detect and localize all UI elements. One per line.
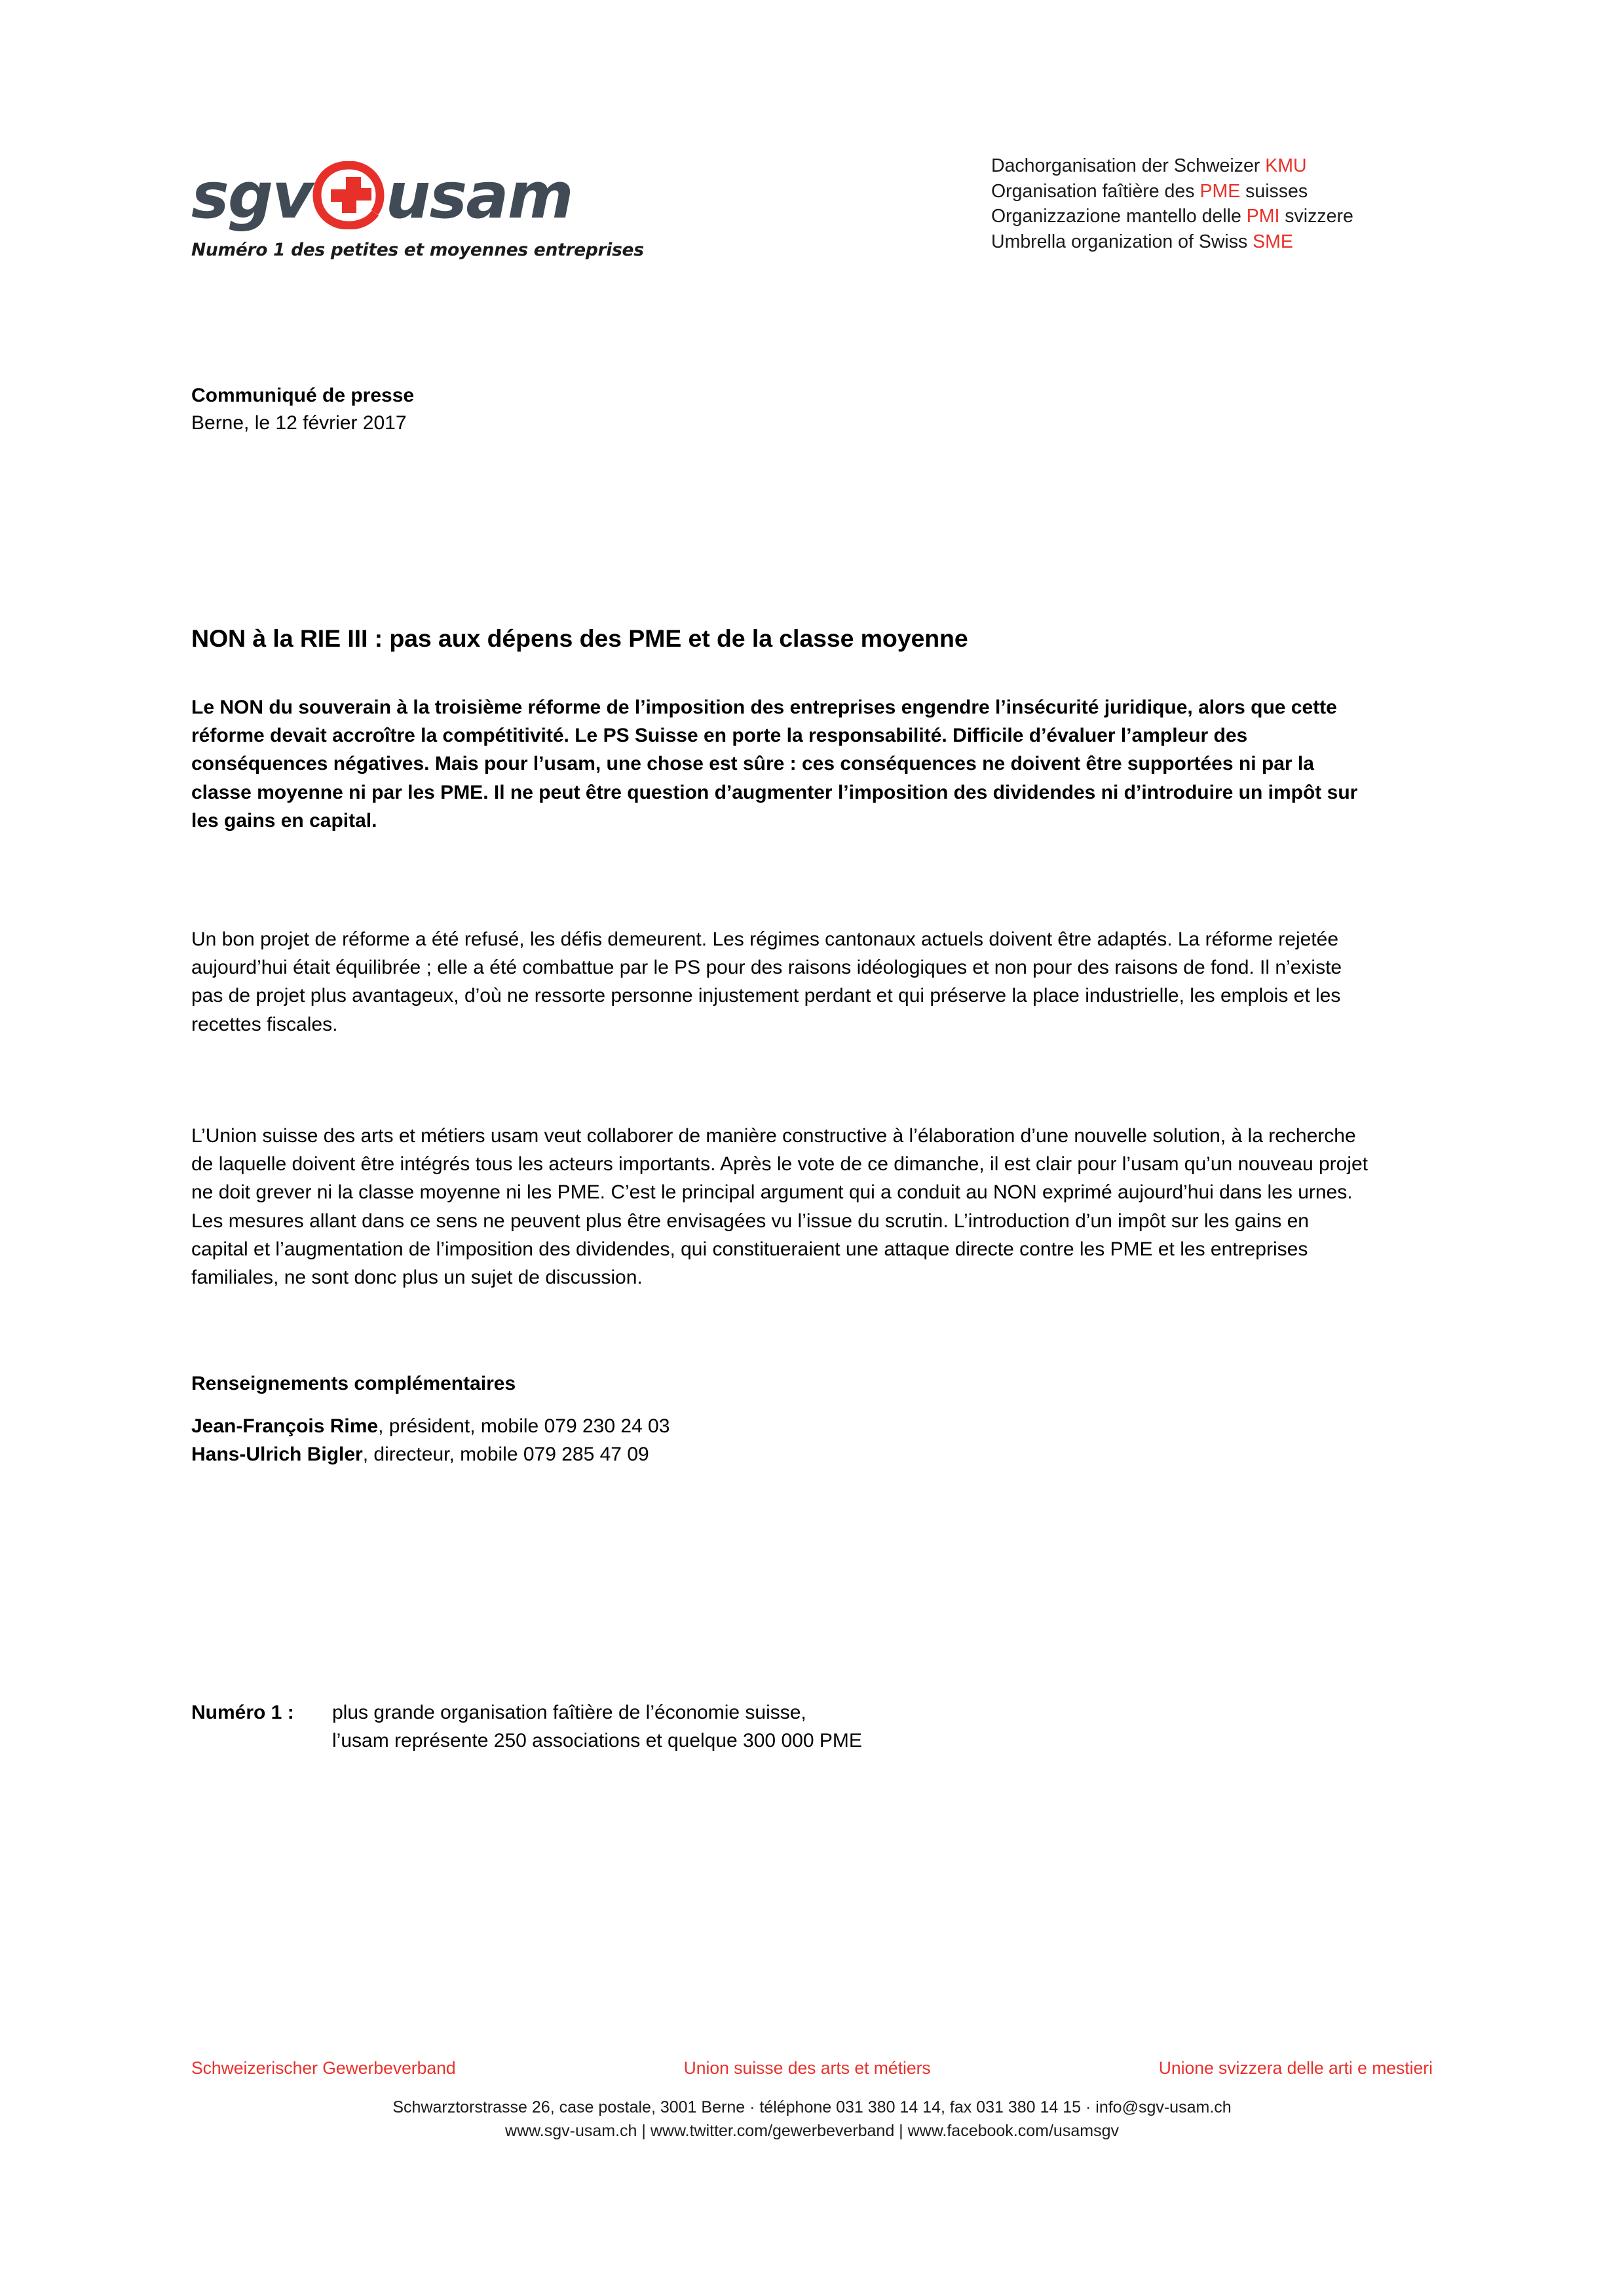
lead-paragraph: Le NON du souverain à la troisième réforme de l’imposition des entreprises engendre l’insécurité juridique, alors que cette réforme devait accroître la compétitivité. Le PS Suisse en porte la responsabilité. Difficile d’évaluer l’ampleur des conséquences négatives. Mais pour l’usam, une chose est sûre : ces conséquences ne doivent être supportées ni par la classe moyenne ni par les PME. Il ne peut être question d’augmenter l’imposition des dividendes ni d’introduire un impôt sur les gains en capital. — [191, 697, 1358, 832]
page-title: NON à la RIE III : pas aux dépens des PME et de la classe moyenne — [191, 624, 968, 653]
footer-org-de: Schweizerischer Gewerbeverband — [191, 2058, 456, 2078]
release-dateline: Berne, le 12 février 2017 — [191, 412, 407, 434]
header-lang-de-accent: KMU — [1265, 155, 1307, 176]
footnote-line-1: plus grande organisation faîtière de l’économie suisse, — [332, 1702, 806, 1723]
logo-text-usam: usam — [385, 158, 573, 233]
logo-wordmark — [191, 159, 676, 232]
body-paragraph-1: Un bon projet de réforme a été refusé, les défis demeurent. Les régimes cantonaux actuels doivent être adaptés. La réforme rejetée aujourd’hui était équilibrée ; elle a été combattue par le PS pour des raisons idéologiques et non pour des raisons de fond. Il n’existe pas de projet plus avantageux, d’où ne ressorte personne injustement perdant et qui préserve la place industrielle, les emplois et les recettes fiscales. — [191, 928, 1342, 1035]
footnote-line-2: l’usam représente 250 associations et quelque 300 000 PME — [332, 1730, 862, 1752]
header-lang-it-suffix: svizzere — [1279, 206, 1353, 227]
header-lang-it-accent: PMI — [1246, 206, 1280, 227]
footer-org-it: Unione svizzera delle arti e mestieri — [1158, 2058, 1433, 2078]
header-language-list — [991, 153, 1353, 254]
contacts-list — [191, 1412, 670, 1468]
header-lang-it-prefix: Organizzazione mantello delle — [991, 206, 1247, 227]
release-type-label: Communiqué de presse — [191, 385, 415, 406]
header-lang-en-prefix: Umbrella organization of Swiss — [991, 231, 1253, 252]
footnote-block — [191, 1698, 1370, 1755]
header-language-line-fr — [991, 179, 1353, 204]
footnote-row — [191, 1698, 1370, 1755]
footer-organization-names — [191, 2057, 1433, 2079]
header-language-line-it — [991, 204, 1353, 229]
organization-logo — [191, 159, 676, 260]
header-language-line-en — [991, 229, 1353, 255]
header-language-line-de — [991, 153, 1353, 179]
contact-details-director: , directeur, mobile 079 285 47 09 — [362, 1444, 649, 1466]
list-item — [191, 1412, 670, 1440]
contact-details-president: , président, mobile 079 230 24 03 — [378, 1415, 670, 1437]
logo-text-sgv: sgv — [191, 158, 312, 233]
header-lang-fr-accent: PME — [1199, 180, 1241, 202]
footer-contact-details — [0, 2095, 1624, 2143]
header-lang-fr-prefix: Organisation faîtière des — [991, 180, 1200, 202]
footer-address-line: Schwarztorstrasse 26, case postale, 3001 Berne · téléphone 031 380 14 14, fax 031 380 14 15 · info@sgv-usam.ch — [392, 2098, 1232, 2116]
footnote-label: Numéro 1 : — [191, 1702, 294, 1723]
page-header — [0, 152, 1624, 283]
header-lang-fr-suffix: suisses — [1240, 180, 1308, 202]
footnote-text — [332, 1698, 1370, 1755]
swiss-cross-ring-emblem-icon — [309, 161, 389, 229]
contact-name-president: Jean-François Rime — [191, 1415, 379, 1437]
footer-org-fr: Union suisse des arts et métiers — [683, 2058, 931, 2078]
list-item — [191, 1440, 670, 1468]
contacts-section-title: Renseignements complémentaires — [191, 1373, 516, 1394]
footer-links-line: www.sgv-usam.ch | www.twitter.com/gewerbeverband | www.facebook.com/usamsgv — [505, 2122, 1119, 2140]
contact-name-director: Hans-Ulrich Bigler — [191, 1444, 363, 1466]
body-paragraph-2: L’Union suisse des arts et métiers usam veut collaborer de manière constructive à l’élaboration d’une nouvelle solution, à la recherche de laquelle doivent être intégrés tous les acteurs importants. Après le vote de ce dimanche, il est clair pour l’usam qu’un nouveau projet ne doit grever ni la classe moyenne ni les PME. C’est le principal argument qui a conduit au NON exprimé aujourd’hui dans les urnes. Les mesures allant dans ce sens ne peuvent plus être envisagées vu l’issue du scrutin. L’introduction d’un impôt sur les gains en capital et l’augmentation de l’imposition des dividendes, qui constitueraient une attaque directe contre les PME et les entreprises familiales, ne sont donc plus un sujet de discussion. — [191, 1125, 1369, 1289]
header-lang-en-accent: SME — [1253, 231, 1293, 252]
logo-tagline: Numéro 1 des petites et moyennes entreprises — [191, 240, 644, 260]
header-lang-de-prefix: Dachorganisation der Schweizer — [991, 155, 1266, 176]
